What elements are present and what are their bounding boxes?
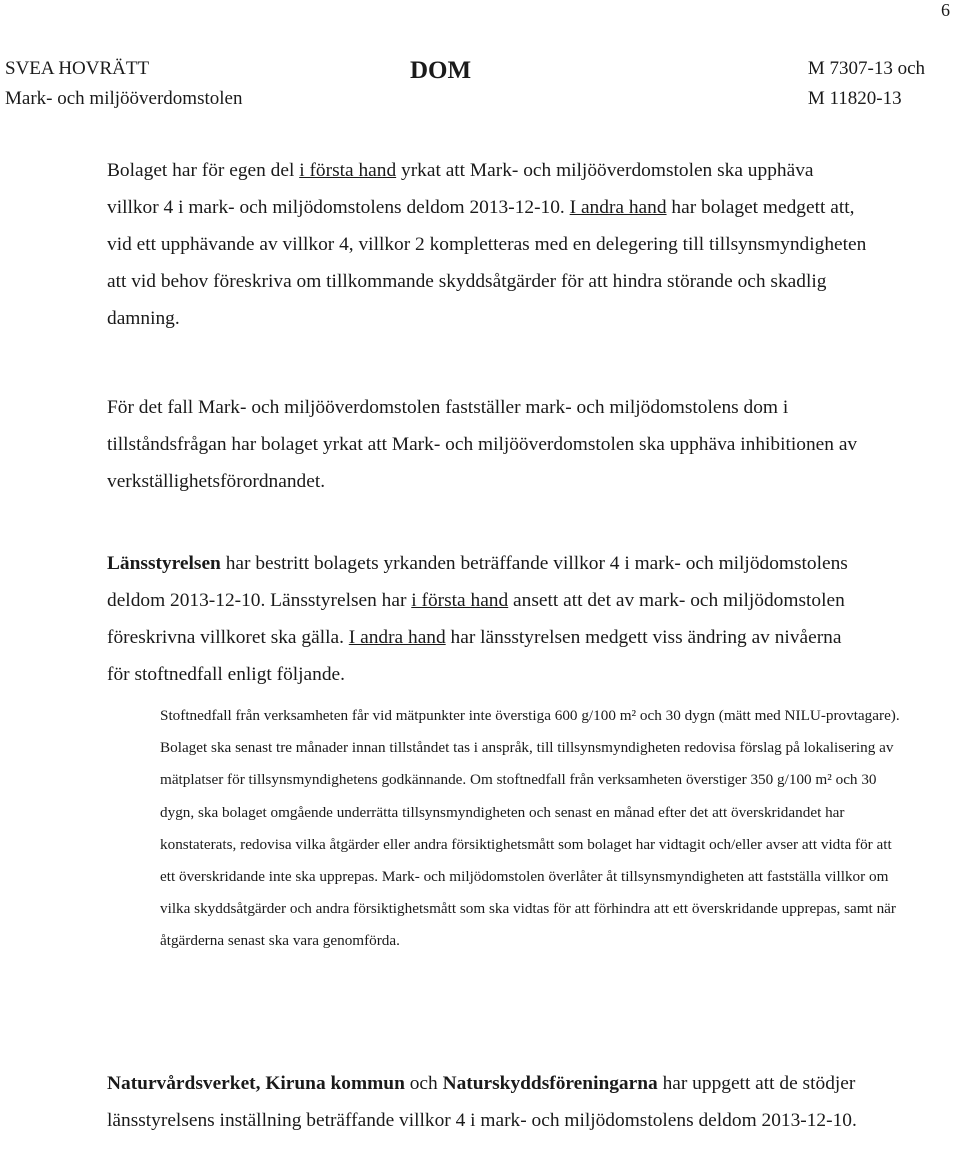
underlined-first-hand: i första hand: [411, 590, 509, 611]
party-naturvardsverket-kiruna: Naturvårdsverket, Kiruna kommun: [107, 1073, 405, 1094]
underlined-first-hand: i första hand: [299, 160, 397, 181]
header-court: [5, 54, 242, 114]
court-division: Mark- och miljööverdomstolen: [5, 88, 243, 109]
underlined-second-hand: I andra hand: [348, 627, 446, 648]
document-type: DOM: [410, 57, 472, 84]
header-case-numbers: [808, 54, 925, 114]
party-naturskyddsforeningarna: Naturskyddsföreningarna: [442, 1073, 658, 1094]
underlined-second-hand: I andra hand: [569, 197, 667, 218]
paragraph-county-board: Länsstyrelsen har bestritt bolagets yrkanden beträffande villkor 4 i mark- och miljödomstolens deldom 2013-12-10. Länsstyrelsen har i första hand ansett att det av mark- och miljödomstolen föreskrivna villkoret ska gälla. I andra hand har länsstyrelsen medgett viss ändring av nivåerna för stoftnedfall enligt följande.: [107, 553, 848, 685]
paragraph-inhibition: För det fall Mark- och miljööverdomstolen fastställer mark- och miljödomstolens dom i tillståndsfrågan har bolaget yrkat att Mark- och miljööverdomstolen ska upphäva inhibitionen av verkställighetsförordnandet.: [107, 397, 858, 492]
case-number-1: M 7307-13 och: [807, 58, 925, 79]
party-lansstyrelsen: Länsstyrelsen: [107, 553, 221, 574]
court-name: SVEA HOVRÄTT: [5, 58, 150, 79]
paragraph-company-claims: Bolaget har för egen del i första hand yrkat att Mark- och miljööverdomstolen ska upphäva villkor 4 i mark- och miljödomstolens deldom 2013-12-10. I andra hand har bolaget medgett att, vid ett upphävande av villkor 4, villkor 2 kompletteras med en delegering till tillsynsmyndigheten att vid behov föreskriva om tillkommande skyddsåtgärder för att hindra störande och skadlig damning.: [107, 160, 867, 329]
case-number-2: M 11820-13: [807, 88, 902, 109]
page-number: 6: [941, 0, 950, 20]
paragraph-other-parties: Naturvårdsverket, Kiruna kommun och Naturskyddsföreningarna har uppgett att de stödjer länsstyrelsens inställning beträffande villkor 4 i mark- och miljödomstolens deldom 2013-12-10.: [107, 1073, 857, 1131]
quoted-condition: Stoftnedfall från verksamheten får vid mätpunkter inte överstiga 600 g/100 m² och 30 dygn (mätt med NILU-provtagare). Bolaget ska senast tre månader innan tillståndet tas i anspråk, till tillsynsmyndigheten redovisa förslag på lokalisering av mätplatser för tillsynsmyndighetens godkännande. Om stoftnedfall från verksamheten överstiger 350 g/100 m² och 30 dygn, ska bolaget omgående underrätta tillsynsmyndigheten och senast en månad efter det att överskridandet har konstaterats, redovisa vilka åtgärder eller andra försiktighetsmått som bolaget har vidtagit och/eller avser att vidta för att ett överskridande inte ska upprepas. Mark- och miljödomstolen överlåter åt tillsynsmyndigheten att fastställa villkor om vilka skyddsåtgärder och andra försiktighetsmått som ska vidtas för att förhindra att ett överskridande upprepas, samt när åtgärderna senast ska vara genomförda.: [160, 707, 900, 950]
